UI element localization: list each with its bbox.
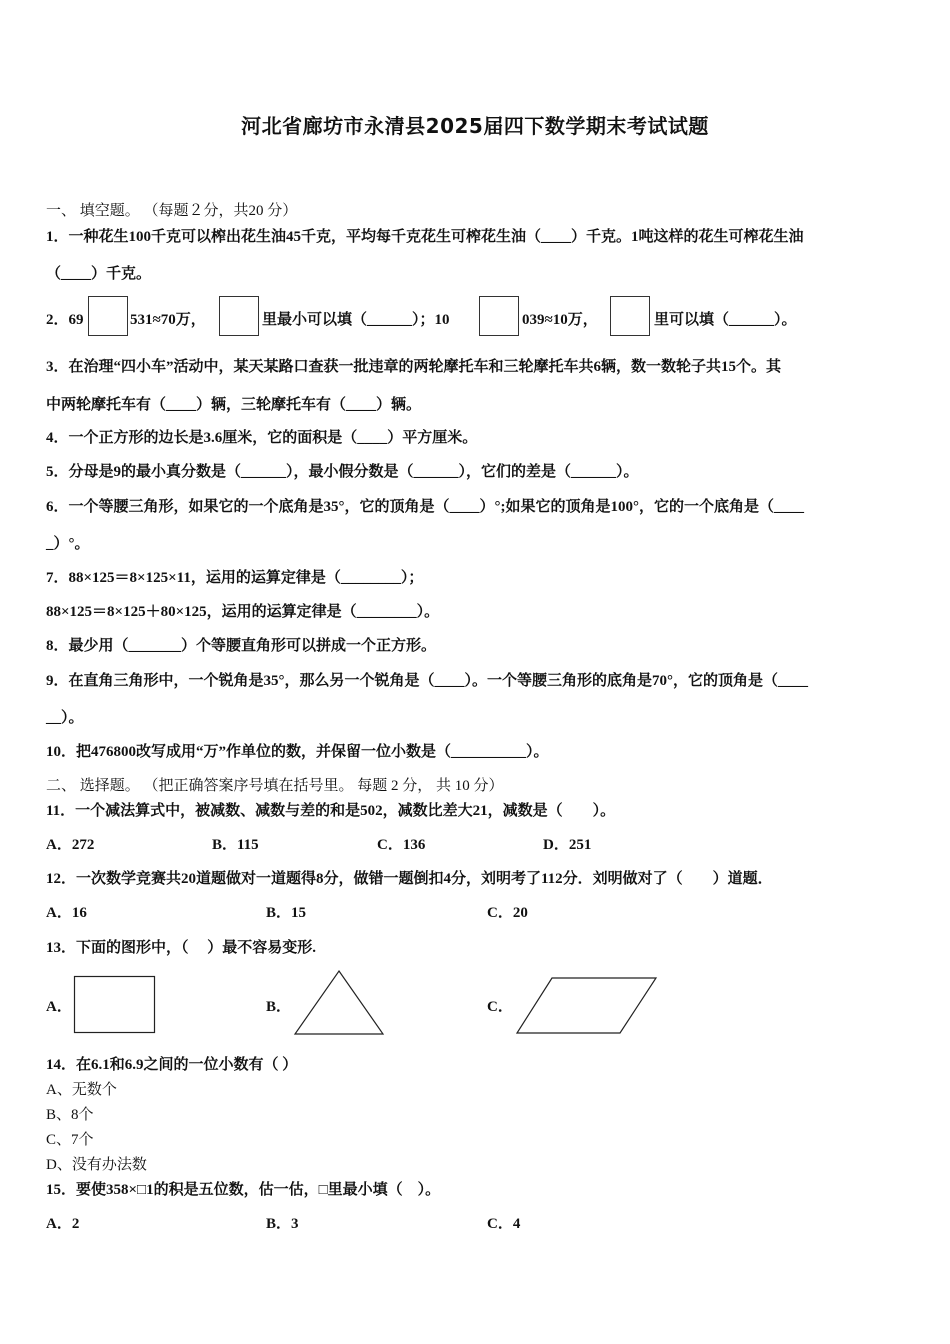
q2-part4: 039≈10万， bbox=[522, 312, 598, 328]
q13-stem: 13．下面的图形中，（ ）最不容易变形. bbox=[46, 940, 317, 956]
q11-option-a: A．272 bbox=[46, 837, 95, 853]
q2-row bbox=[46, 296, 906, 338]
q13-option-c: C． bbox=[487, 999, 513, 1015]
section1-header: 一、 填空题。 （每题２分，共20 分） bbox=[46, 203, 298, 219]
q2-part2: 531≈70万， bbox=[130, 312, 206, 328]
q15-stem: 15．要使358×□1的积是五位数，估一估，□里最小填（ ）。 bbox=[46, 1182, 441, 1198]
q5-text: 5．分母是9的最小真分数是（______），最小假分数是（______），它们的差是（______）。 bbox=[46, 464, 639, 480]
q15-option-a: A．2 bbox=[46, 1216, 80, 1232]
q14-option-b: B、8个 bbox=[46, 1107, 94, 1123]
q15-option-c: C．4 bbox=[487, 1216, 521, 1232]
q2-part3: 里最小可以填（______）；10 bbox=[262, 312, 450, 328]
q12-option-a: A．16 bbox=[46, 905, 87, 921]
q13-option-a: A． bbox=[46, 999, 72, 1015]
q10-text: 10．把476800改写成用“万”作单位的数，并保留一位小数是（__________）。 bbox=[46, 744, 549, 760]
q3-line1: 3．在治理“四小车”活动中，某天某路口查获一批违章的两轮摩托车和三轮摩托车共6辆，数一数轮子共15个。其 bbox=[46, 359, 782, 375]
q12-option-c: C．20 bbox=[487, 905, 528, 921]
q4-text: 4．一个正方形的边长是3.6厘米，它的面积是（____）平方厘米。 bbox=[46, 430, 478, 446]
section2-header: 二、 选择题。 （把正确答案序号填在括号里。 每题 2 分， 共 10 分） bbox=[46, 778, 504, 794]
q7-line2: 88×125＝8×125＋80×125，运用的运算定律是（________）。 bbox=[46, 604, 440, 620]
triangle-shape bbox=[292, 968, 386, 1038]
q2-blank-box-3 bbox=[479, 296, 519, 336]
q6-line2: _）°。 bbox=[46, 536, 90, 552]
page-title: 河北省廊坊市永清县2025届四下数学期末考试试题 bbox=[241, 114, 709, 138]
q11-option-c: C．136 bbox=[377, 837, 426, 853]
square-shape bbox=[72, 974, 158, 1036]
q14-stem: 14．在6.1和6.9之间的一位小数有（ ） bbox=[46, 1057, 298, 1073]
q11-stem: 11．一个减法算式中，被减数、减数与差的和是502，减数比差大21，减数是（ ）。 bbox=[46, 803, 616, 819]
q1-line1: 1．一种花生100千克可以榨出花生油45千克，平均每千克花生可榨花生油（____）千克。1吨这样的花生可榨花生油 bbox=[46, 229, 804, 245]
q1-line2: （____）千克。 bbox=[46, 266, 152, 282]
q11-option-b: B．115 bbox=[212, 837, 259, 853]
q13-option-b: B． bbox=[266, 999, 292, 1015]
q12-option-b: B．15 bbox=[266, 905, 307, 921]
q12-stem: 12．一次数学竞赛共20道题做对一道题得8分，做错一题倒扣4分，刘明考了112分．刘明做对了（ ）道题． bbox=[46, 871, 773, 887]
q14-option-c: C、7个 bbox=[46, 1132, 94, 1148]
q9-line2: __）。 bbox=[46, 710, 84, 726]
q2-part5: 里可以填（______）。 bbox=[654, 312, 797, 328]
q2-blank-box-1 bbox=[88, 296, 128, 336]
q14-option-a: A、无数个 bbox=[46, 1082, 117, 1098]
q8-text: 8．最少用（_______）个等腰直角形可以拼成一个正方形。 bbox=[46, 638, 437, 654]
q3-line2: 中两轮摩托车有（____）辆，三轮摩托车有（____）辆。 bbox=[46, 397, 422, 413]
q2-part1: 2．69 bbox=[46, 312, 84, 328]
q2-blank-box-2 bbox=[219, 296, 259, 336]
q7-line1: 7．88×125＝8×125×11，运用的运算定律是（________）； bbox=[46, 570, 424, 586]
q11-option-d: D．251 bbox=[543, 837, 592, 853]
parallelogram-shape bbox=[514, 975, 660, 1037]
q15-option-b: B．3 bbox=[266, 1216, 299, 1232]
q6-line1: 6．一个等腰三角形，如果它的一个底角是35°，它的顶角是（____）°;如果它的顶角是100°，它的一个底角是（____ bbox=[46, 499, 804, 515]
q9-line1: 9．在直角三角形中，一个锐角是35°，那么另一个锐角是（____）。一个等腰三角形的底角是70°，它的顶角是（____ bbox=[46, 673, 809, 689]
q14-option-d: D、没有办法数 bbox=[46, 1157, 147, 1173]
q2-blank-box-4 bbox=[610, 296, 650, 336]
